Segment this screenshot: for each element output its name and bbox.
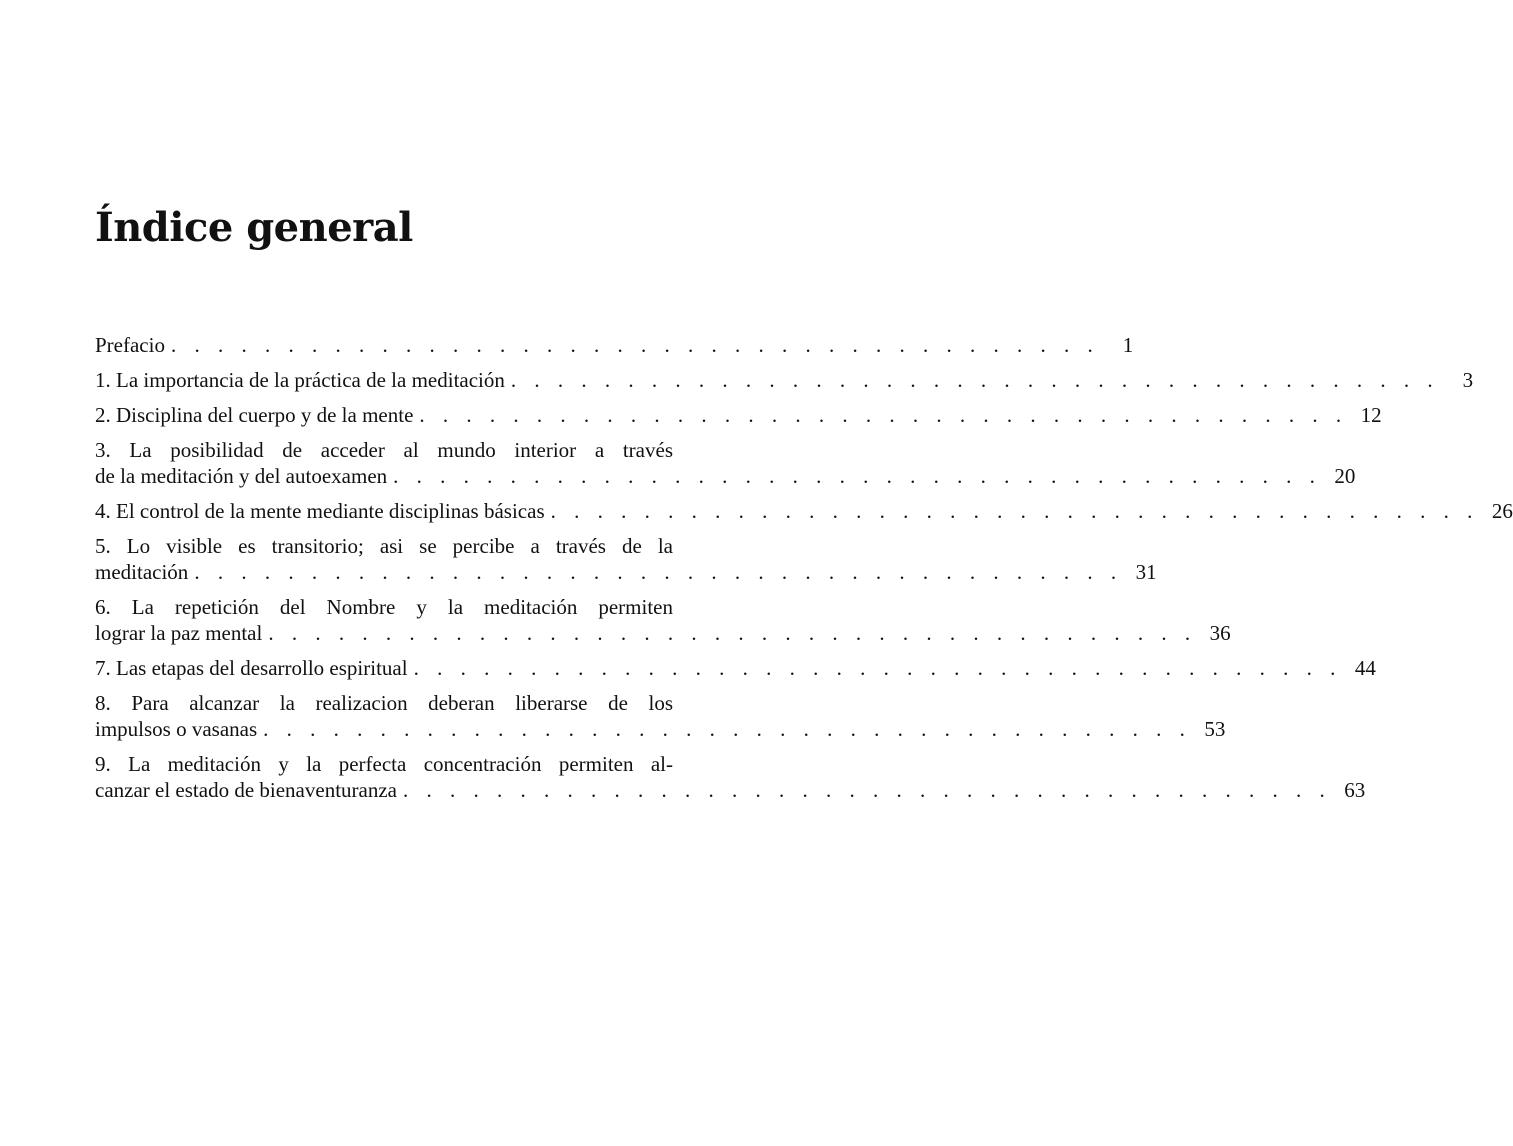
toc-page-number: 20 — [1334, 464, 1356, 488]
toc-entry-prefacio[interactable] — [95, 332, 1134, 358]
toc-entry-text: Prefacio — [95, 333, 165, 357]
toc-entry-line — [95, 463, 1356, 489]
toc-entry-first-line: 5. Lo visible es transitorio; asi se percibe a través de la — [95, 534, 673, 558]
toc-entry-8[interactable] — [95, 690, 1226, 742]
toc-entry-text: meditación — [95, 560, 189, 584]
toc-page-number: 63 — [1344, 778, 1366, 802]
toc-entry-text: 2. Disciplina del cuerpo y de la mente — [95, 403, 414, 427]
toc-page-number: 12 — [1360, 403, 1382, 427]
toc-entry-line — [95, 498, 1513, 524]
toc-page-number: 26 — [1491, 499, 1513, 523]
toc-entry-2[interactable] — [95, 402, 1382, 428]
toc-entry-line — [95, 559, 1157, 585]
toc-page-number: 1 — [1122, 333, 1134, 357]
toc-entry-4[interactable] — [95, 498, 1513, 524]
toc-entry-text: 4. El control de la mente mediante disciplinas básicas — [95, 499, 545, 523]
toc-entry-line — [95, 655, 1376, 681]
toc-entry-line — [95, 777, 1366, 803]
toc-entry-first-line: 6. La repetición del Nombre y la meditación permiten — [95, 595, 673, 619]
dot-leader: . . . . . . . . . . . . . . . . . . . . . . . . . . . . . . . . . . . . . . . . — [419, 403, 1348, 427]
toc-entry-7[interactable] — [95, 655, 1376, 681]
toc-entry-text: lograr la paz mental — [95, 621, 263, 645]
dot-leader: . . . . . . . . . . . . . . . . . . . . . . . . . . . . . . . . . . . . . . . . — [268, 621, 1197, 645]
toc-entry-text: canzar el estado de bienaventuranza — [95, 778, 397, 802]
toc-entry-line — [95, 332, 1134, 358]
toc-entry-line — [95, 367, 1474, 393]
toc-entry-first-line: 8. Para alcanzar la realizacion deberan liberarse de los — [95, 691, 673, 715]
toc-entry-line — [95, 402, 1382, 428]
toc-entry-5[interactable] — [95, 533, 1157, 585]
toc-entry-first-line: 9. La meditación y la perfecta concentración permiten al- — [95, 752, 673, 776]
toc-page-number: 36 — [1209, 621, 1231, 645]
toc-entry-text: 7. Las etapas del desarrollo espiritual — [95, 656, 408, 680]
page-title: Índice general — [95, 204, 413, 251]
toc-entry-line — [95, 620, 1231, 646]
dot-leader: . . . . . . . . . . . . . . . . . . . . . . . . . . . . . . . . . . . . . . . . — [510, 368, 1440, 392]
toc-entry-first-line: 3. La posibilidad de acceder al mundo interior a través — [95, 438, 673, 462]
toc-page-number: 44 — [1354, 656, 1376, 680]
dot-leader: . . . . . . . . . . . . . . . . . . . . . . . . . . . . . . . . . . . . . . . . — [263, 717, 1192, 741]
dot-leader: . . . . . . . . . . . . . . . . . . . . . . . . . . . . . . . . . . . . . . . . — [393, 464, 1322, 488]
dot-leader: . . . . . . . . . . . . . . . . . . . . . . . . . . . . . . . . . . . . . . . . — [403, 778, 1332, 802]
toc-entry-9[interactable] — [95, 751, 1366, 803]
dot-leader: . . . . . . . . . . . . . . . . . . . . . . . . . . . . . . . . . . . . . . . . — [550, 499, 1479, 523]
toc-entry-3[interactable] — [95, 437, 1356, 489]
toc-entry-text: de la meditación y del autoexamen — [95, 464, 388, 488]
toc-entry-6[interactable] — [95, 594, 1231, 646]
toc-entry-text: impulsos o vasanas — [95, 717, 258, 741]
toc-page-number: 53 — [1204, 717, 1226, 741]
toc-page-number: 31 — [1135, 560, 1157, 584]
dot-leader: . . . . . . . . . . . . . . . . . . . . . . . . . . . . . . . . . . . . . . . . — [194, 560, 1123, 584]
toc-page-number: 3 — [1462, 368, 1474, 392]
table-of-contents — [95, 332, 1513, 812]
toc-entry-line — [95, 716, 1226, 742]
toc-entry-text: 1. La importancia de la práctica de la meditación — [95, 368, 505, 392]
dot-leader: . . . . . . . . . . . . . . . . . . . . . . . . . . . . . . . . . . . . . . . . — [170, 333, 1100, 357]
toc-entry-1[interactable] — [95, 367, 1474, 393]
dot-leader: . . . . . . . . . . . . . . . . . . . . . . . . . . . . . . . . . . . . . . . . — [413, 656, 1342, 680]
